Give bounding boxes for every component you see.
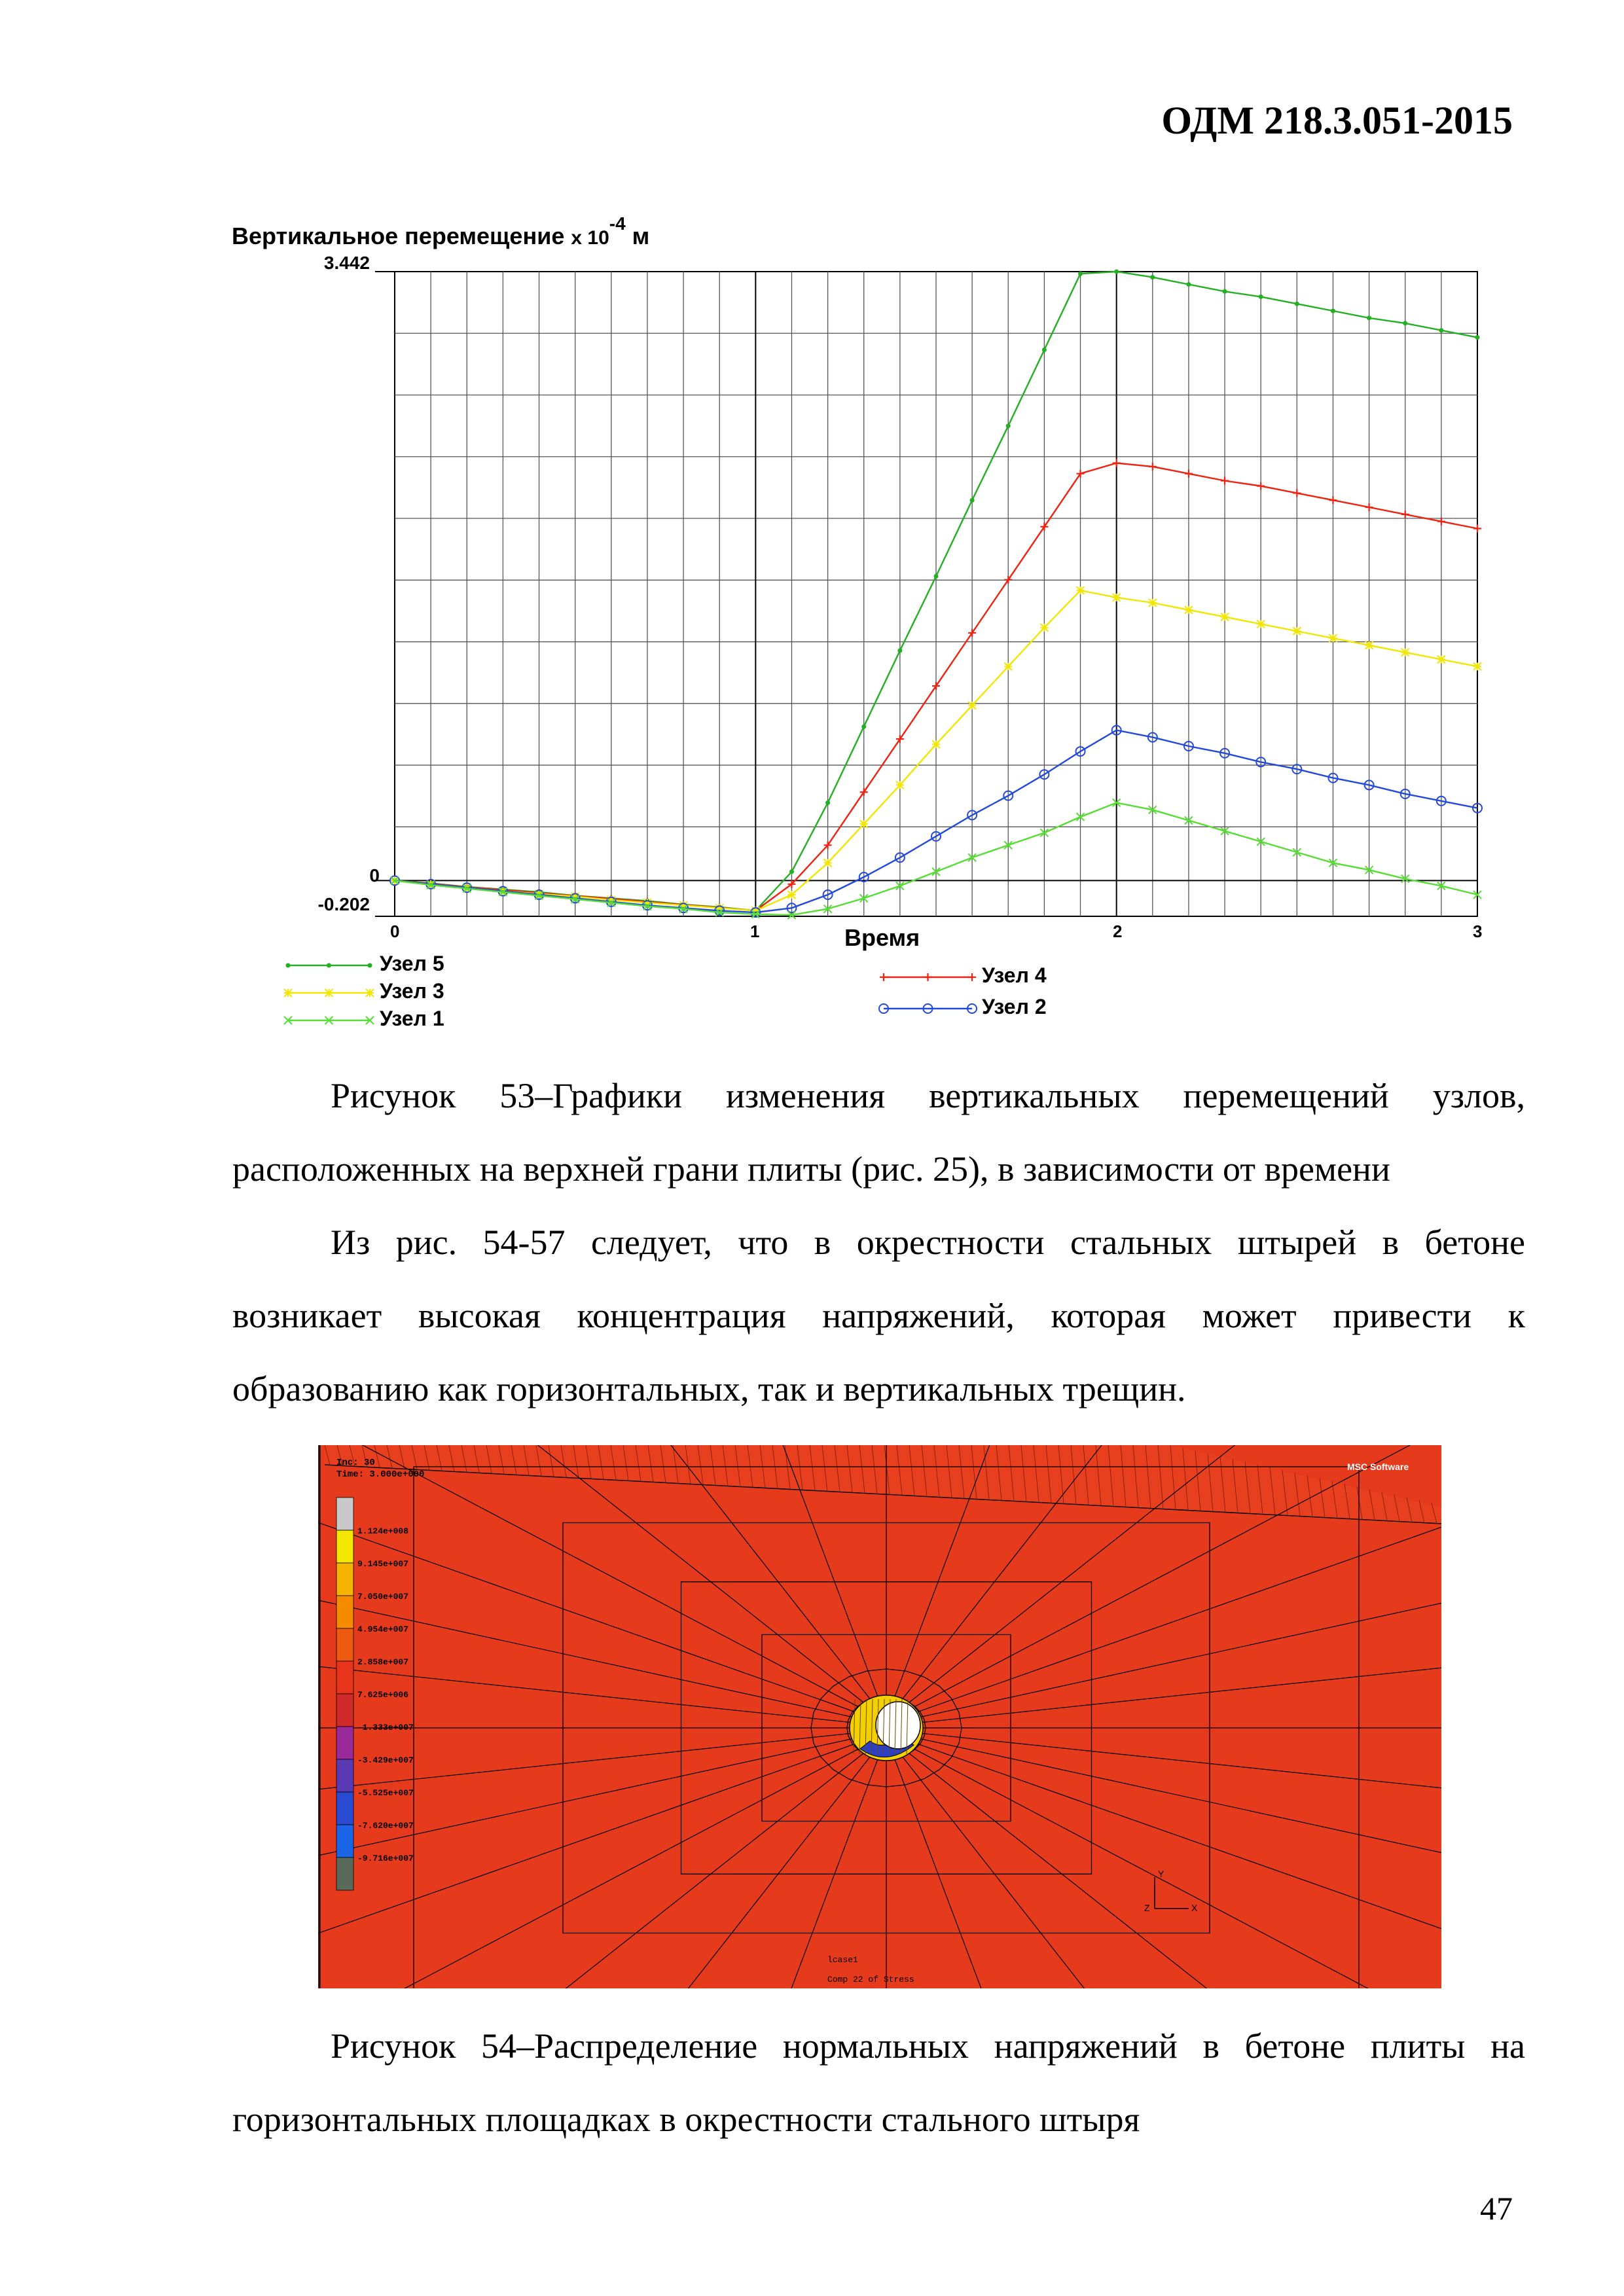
legend-marker <box>366 989 374 997</box>
x-tick-label: 3 <box>1473 922 1483 941</box>
chart-title <box>232 213 650 250</box>
data-point <box>1113 594 1121 601</box>
fem-svg <box>318 1445 1441 1988</box>
chart-title-unit: м <box>632 223 650 249</box>
axis-z-label: Z <box>1144 1903 1150 1913</box>
data-point <box>1042 348 1047 352</box>
scale-value-label: 9.145e+007 <box>357 1559 409 1569</box>
figure-54-caption <box>232 2009 1525 2156</box>
x-tick-label: 1 <box>750 922 760 941</box>
scale-swatch <box>336 1661 353 1694</box>
scale-swatch <box>336 1792 353 1825</box>
data-point <box>1331 309 1335 314</box>
page-number: 47 <box>1480 2190 1513 2227</box>
legend-label-node2: Узел 2 <box>982 995 1047 1018</box>
fem-stress-image <box>318 1445 1441 1988</box>
data-point <box>896 781 904 789</box>
x-tick-label: 2 <box>1113 922 1123 941</box>
figure-54-caption-line-2: горизонтальных площадках в окрестности стального штыря <box>232 2100 1140 2139</box>
scale-value-label: -3.429e+007 <box>357 1755 414 1765</box>
data-point <box>1437 656 1445 664</box>
scale-swatch <box>336 1727 353 1759</box>
scale-swatch <box>336 1563 353 1596</box>
y-tick-label: 3.442 <box>323 253 370 273</box>
data-point <box>1114 270 1119 274</box>
data-point <box>1439 328 1443 332</box>
scale-swatch <box>336 1694 353 1727</box>
axis-y-label: Y <box>1158 1869 1164 1879</box>
data-point <box>934 574 939 579</box>
legend-marker <box>368 963 372 968</box>
data-point <box>1259 295 1263 299</box>
data-point <box>1401 649 1409 656</box>
time-label: Time: 3.000e+000 <box>336 1469 425 1480</box>
axis-x-label: X <box>1191 1903 1198 1913</box>
scale-swatch <box>336 1628 353 1661</box>
x-axis-label: Время <box>844 924 920 951</box>
legend-marker <box>924 973 932 981</box>
data-point <box>1078 272 1083 276</box>
data-point <box>1257 620 1265 628</box>
data-point <box>1223 289 1227 294</box>
legend-label-node4: Узел 4 <box>982 963 1047 987</box>
data-point <box>1473 662 1481 670</box>
paragraph-line-2: возникает высокая концентрация напряжений, которая может привести к <box>232 1296 1525 1335</box>
data-point <box>825 800 830 805</box>
scale-swatch <box>336 1759 353 1792</box>
scale-value-label: -1.333e+007 <box>357 1723 414 1732</box>
data-point <box>1186 282 1191 287</box>
legend-marker <box>327 963 331 968</box>
scale-value-label: 2.858e+007 <box>357 1657 409 1667</box>
chart-title-multiplier: x 10 <box>571 227 609 249</box>
document-code: ОДМ 218.3.051-2015 <box>1161 99 1513 142</box>
legend-marker <box>325 989 333 997</box>
data-point <box>1403 321 1407 325</box>
data-point <box>1040 624 1048 632</box>
scale-value-label: 4.954e+007 <box>357 1624 409 1634</box>
scale-value-label: -7.620e+007 <box>357 1821 414 1831</box>
legend-label-node5: Узел 5 <box>380 952 444 975</box>
x-tick-label: 0 <box>390 922 400 941</box>
figure-53-caption <box>232 1059 1525 1206</box>
legend-label-node3: Узел 3 <box>380 979 444 1003</box>
scale-swatch <box>336 1530 353 1563</box>
legend-label-node1: Узел 1 <box>380 1007 444 1030</box>
scale-swatch <box>336 1857 353 1890</box>
legend-marker <box>968 973 976 981</box>
chart-title-text: Вертикальное перемещение <box>232 223 565 249</box>
displacement-chart <box>223 209 1506 1047</box>
data-point <box>860 820 868 828</box>
data-point <box>1185 606 1193 614</box>
data-point <box>1077 586 1085 594</box>
scale-swatch <box>336 1825 353 1857</box>
load-case-label: lcase1 <box>827 1955 858 1965</box>
legend-marker <box>880 973 888 981</box>
scale-value-label: -5.525e+007 <box>357 1788 414 1798</box>
scale-value-label: 1.124e+008 <box>357 1526 409 1536</box>
scale-value-label: 7.050e+007 <box>357 1592 409 1602</box>
data-point <box>861 725 866 729</box>
data-point <box>1295 302 1299 306</box>
data-point <box>787 891 795 899</box>
data-point <box>1367 315 1371 320</box>
data-point <box>968 702 976 709</box>
stud-hole-opening <box>876 1702 920 1749</box>
data-point <box>970 498 975 503</box>
scale-swatch <box>336 1498 353 1530</box>
data-point <box>1150 275 1155 279</box>
data-point <box>1475 335 1480 340</box>
stress-component-label: Comp 22 of Stress <box>827 1975 914 1984</box>
data-point <box>1149 599 1157 607</box>
y-tick-label: -0.202 <box>317 894 370 914</box>
y-tick-label: 0 <box>369 865 380 886</box>
figure-54-caption-line-1: Рисунок 54–Распределение нормальных напряжений в бетоне плиты на <box>331 2026 1525 2066</box>
data-point <box>1221 613 1229 621</box>
body-paragraph <box>232 1206 1525 1426</box>
chart-svg <box>223 209 1506 1047</box>
paragraph-line-3: образованию как горизонтальных, так и вертикальных трещин. <box>232 1369 1186 1408</box>
increment-label: Inc: 30 <box>336 1458 375 1468</box>
scale-value-label: -9.716e+007 <box>357 1854 414 1863</box>
data-point <box>1329 634 1337 642</box>
figure-53-caption-text: Рисунок 53–Графики изменения вертикальных перемещений узлов, расположенных на верхней грани плиты (рис. 25), в зависимости от времени <box>232 1076 1525 1189</box>
data-point <box>897 648 902 653</box>
scale-value-label: 7.625e+006 <box>357 1690 409 1700</box>
data-point <box>1004 662 1012 670</box>
chart-title-exponent: -4 <box>609 213 626 234</box>
brand-logo: MSC Software <box>1347 1462 1409 1472</box>
legend-marker <box>284 989 292 997</box>
paragraph-line-1: Из рис. 54-57 следует, что в окрестности стальных штырей в бетоне <box>331 1223 1525 1262</box>
data-point <box>932 740 940 748</box>
data-point <box>1006 423 1011 428</box>
scale-swatch <box>336 1596 353 1628</box>
data-point <box>824 859 832 867</box>
data-point <box>1365 641 1373 649</box>
data-point <box>789 869 794 874</box>
data-point <box>1293 627 1301 635</box>
legend-marker <box>286 963 291 968</box>
